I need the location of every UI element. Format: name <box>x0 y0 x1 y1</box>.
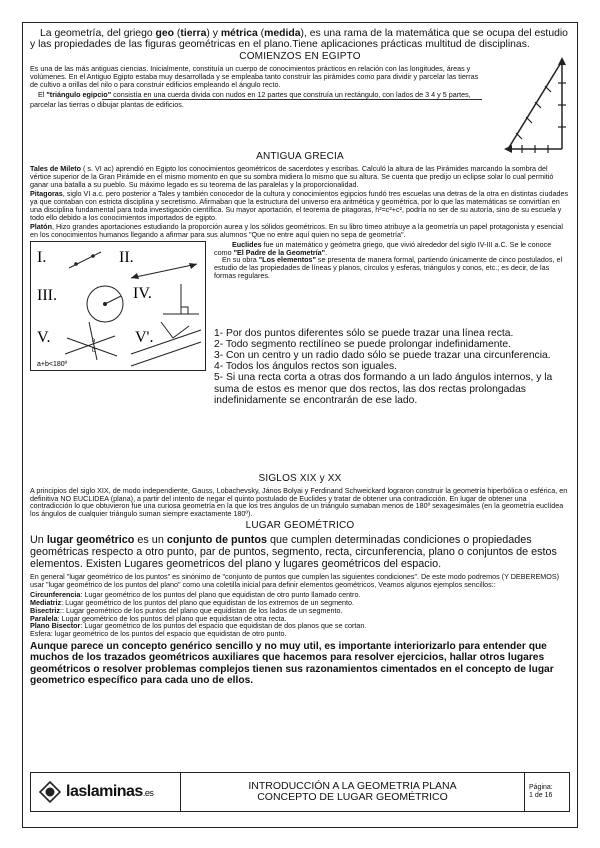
label-v: V. <box>37 328 51 346</box>
def-item: Plano Bisector: Lugar geométrico de los puntos del espacio que equidistan de dos planos que se cortan. <box>30 621 367 631</box>
svg-text:a: a <box>92 335 96 344</box>
postulates-figure <box>30 241 206 371</box>
heading-siglos: SIGLOS XIX y XX <box>258 472 342 484</box>
tales-paragraph: Tales de Mileto ( s. VI ac) aprendió en Egipto los conocimientos geométricos de sacerdotes y escribas. Calculó la altura de las Pirámides marcando la sombra del vértice superior de la Gran Pirámide en el mismo momento en que su sombra midiera lo mismo que su altura. Se cuenta que predijo un eclipse solar lo cual permitió ganar una batalla a su pueblo. Su máximo legado es su teorema de las paralelas y la proporcionalidad. <box>30 164 554 189</box>
def-item: Bisectriz:: Lugar geométrico de los puntos del plano que equidistan de los lados de un segmento. <box>30 605 343 615</box>
egipto-paragraph: Es una de las más antiguas ciencias. Inicialmente, constituía un cuerpo de conocimientos prácticos en relación con las longitudes, áreas y volúmenes. En el Antiguo Egipto estaba muy desarrollada y se empleaba tanto construir las pirámides como para dividir y parcelar las tierras de cultivo a orillas del nilo o para construir edificios empleando el ángulo recto. <box>30 64 479 89</box>
svg-text:b: b <box>92 345 96 354</box>
label-iv: IV. <box>133 284 152 302</box>
sum-label: a+b<180º <box>37 360 68 368</box>
lugar-examples <box>30 591 570 638</box>
postulate-item: 4- Todos los ángulos rectos son iguales. <box>214 361 397 373</box>
def-item: Mediatriz: Lugar geométrico de los puntos del plano que equidistan de los extremos de un segmento. <box>30 598 355 608</box>
heading-egipto: COMIENZOS EN EGIPTO <box>239 51 361 63</box>
siglos-paragraph: A principios del siglo XIX, de modo independiente, Gauss, Lobachevsky, János Bolyai y Ferdinand Schweickard lograron construir la geometría hiperbólica o esférica, en definitiva NO EUCLIDEA (plana), a partir del intento de negar el quinto postulado de Euclides y tratar de obtener una contradicción. En lugar de obtener una contradicción lo que obtuvieron fue una curiosa geometría en la que los tres ángulos de un triángulo sumaban menos de 180º sexagesimales (en la geometría euclídea los ángulos de cualquier triángulo suman siempre exactamente 180º). <box>30 485 568 519</box>
euclides-block <box>30 241 570 473</box>
logo-icon <box>39 781 61 803</box>
euclides-paragraph: Euclides fue un matemático y geómetra griego, que vivió alrededor del siglo IV-III a.C. Se le conoce como "El Padre de la Geometría". <box>214 239 552 257</box>
def-item: Paralela: Lugar geométrico de los puntos del plano que equidistan de otra recta. <box>30 613 287 623</box>
postulate-item: 1- Por dos puntos diferentes sólo se puede trazar una línea recta. <box>214 327 514 339</box>
lugar-definition: Un lugar geométrico es un conjunto de puntos que cumplen determinadas condiciones o propiedades geométricas respecto a otro punto, par de puntos, segmento, recta, circunferencia, plano o conjuntos de estos elementos. Existen Lugares geometricos del plano y lugares geométricos del espacio. <box>30 533 557 570</box>
brand-name: laslaminas.es <box>66 783 154 801</box>
page-footer <box>30 772 570 812</box>
postulate-item: 5- Si una recta corta a otras dos formando a un lado ángulos internos, y la suma de estos es menor que dos rectos, las dos rectas prolongadas indefinidamente se encontrarán de ese lado. <box>214 372 553 406</box>
lugar-conclusion: Aunque parece un concepto genérico sencillo y no muy util, es importante interiorizarlo para entender que muchos de los trazados geométricos auxiliares que hacemos para resolver ejercicios, hallar otros lugares geométricos o resolver problemas complejos tienen sus razonamientos cimentados en el concepto de lugar geometrico específico para cada uno de ellos. <box>30 640 554 687</box>
section-egipto <box>30 65 570 151</box>
intro-paragraph: La geometría, del griego geo (tierra) y métrica (medida), es una rama de la matemática que se ocupa del estudio y las propiedades de las figuras geométricas en el plano.Tiene aplicaciones prácticas multitud de disciplinas. <box>30 28 568 51</box>
brand-logo[interactable] <box>31 773 181 811</box>
egyptian-triangle-diagram <box>500 53 570 157</box>
label-v-prime: V'. <box>135 328 154 346</box>
heading-lugar: LUGAR GEOMÉTRICO <box>245 519 355 531</box>
document-body <box>30 28 570 687</box>
label-ii: II. <box>119 248 134 266</box>
def-item: Circunferencia: Lugar geométrico de los puntos del plano que equidistan de otro punto llamado centro. <box>30 590 361 600</box>
section-grecia <box>30 165 570 239</box>
pitagoras-paragraph: Pitagoras, siglo VI a.c. pero posterior a Tales y también conocedor de la cultura y conocimientos egipcios fundó tres escuelas una detras de la otra en distintas ciudades ya que contaban con estricta disciplina y secretismo. Afirmaban que la estructura del universo era aritmética y geométrica, por lo que las matemáticas se convirtían en una disciplina fundamental para toda investigación científica. Su mayor aportación, el teorema de pitagoras, h²=c²+c², podría no ser de su autoría, sino de su escuela y todo ello debido a los conocimientos importados de egipto. <box>30 189 569 222</box>
elementos-paragraph: En su obra "Los elementos" se presenta de manera formal, partiendo únicamente de cinco postulados, el estudio de las propiedades de líneas y planos, círculos y esferas, triángulos y conos, etc.; es decir, de las formas regulares. <box>214 255 563 281</box>
footer-title: INTRODUCCIÓN A LA GEOMETRIA PLANA CONCEPTO DE LUGAR GEOMÉTRICO <box>181 773 525 811</box>
euclides-text <box>214 241 570 280</box>
postulate-item: 3- Con un centro y un radio dado sólo se puede trazar una circunferencia. <box>214 350 551 362</box>
lugar-general: En general "lugar geométrico de los puntos" es sinónimo de "conjunto de puntos que cumplen las siguientes condiciones". De este modo podremos (Y DEBEREMOS) usar "lugar geométrico de los puntos del plano" como una coletilla inicial para definir elementos geométricos, Veamos algunos ejemplos sencillos:: <box>30 571 560 589</box>
postulates-list <box>214 328 570 406</box>
platon-paragraph: Platón, Hizo grandes aportaciones estudiando la proporción aurea y los sólidos geométricos. En su libro timeo atribuye a la geometría un papel protagonista y esencial en los conocimientos humanos llegando a afirmar para sus alumnos "Que no entre aquí quien no sepa de geometría". <box>30 222 563 240</box>
egipto-triangle-paragraph: El "triángulo egipcio" consistía en una cuerda divida con nudos en 12 partes que construía un rectángulo, con lados de 3 4 y 5 partes, <box>38 89 471 99</box>
label-iii: III. <box>37 286 57 304</box>
postulate-item: 2- Todo segmento rectilíneo se puede prolongar indefinidamente. <box>214 339 511 351</box>
def-item: Esfera: lugar geométrico de los puntos del espacio que equidistan de otro punto. <box>30 629 287 639</box>
heading-grecia: ANTIGUA GRECIA <box>256 151 344 163</box>
egipto-paragraph-end: parcelar las tierras o dibujar plantas de edificios. <box>30 100 184 110</box>
page-number: Página: 1 de 16 <box>529 784 553 799</box>
label-i: I. <box>37 248 47 266</box>
postulates-diagram <box>31 242 205 370</box>
